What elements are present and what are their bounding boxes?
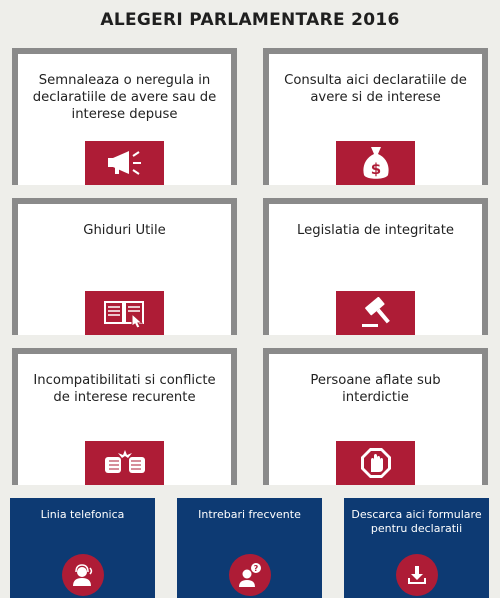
incompatibilities-card[interactable] <box>12 348 237 485</box>
book-icon <box>85 291 164 335</box>
svg-text:$: $ <box>370 160 381 178</box>
card-label: Consulta aici declaratiile de avere si de interese <box>284 73 467 105</box>
clashing-fists-icon <box>85 441 164 485</box>
download-icon <box>396 554 438 596</box>
useful-guides-card[interactable] <box>12 198 237 335</box>
page-title: ALEGERI PARLAMENTARE 2016 <box>100 10 400 30</box>
tile-label: Intrebari frecvente <box>198 508 301 521</box>
money-bag-icon <box>336 141 415 185</box>
card-label: Legislatia de integritate <box>297 223 454 238</box>
faq-user-icon <box>229 554 271 596</box>
integrity-legislation-card[interactable] <box>263 198 488 335</box>
tile-label: Linia telefonica <box>40 508 125 521</box>
stop-hand-icon <box>336 441 415 485</box>
card-label: Semnaleaza o neregula in declaratiile de avere sau de interese depuse <box>32 73 217 122</box>
card-label: Incompatibilitati si conflicte de interese recurente <box>33 373 216 405</box>
banned-persons-card[interactable] <box>263 348 488 485</box>
gavel-icon <box>336 291 415 335</box>
consult-declarations-card[interactable] <box>263 48 488 185</box>
card-label: Ghiduri Utile <box>83 223 166 238</box>
faq-tile[interactable] <box>177 498 322 598</box>
tile-label: Descarca aici formulare pentru declaratii <box>351 508 482 535</box>
card-label: Persoane aflate sub interdictie <box>310 373 441 405</box>
svg-text:?: ? <box>253 564 258 573</box>
phone-line-tile[interactable] <box>10 498 155 598</box>
download-forms-tile[interactable] <box>344 498 489 598</box>
phone-support-icon <box>62 554 104 596</box>
report-irregularity-card[interactable] <box>12 48 237 185</box>
megaphone-icon <box>85 141 164 185</box>
